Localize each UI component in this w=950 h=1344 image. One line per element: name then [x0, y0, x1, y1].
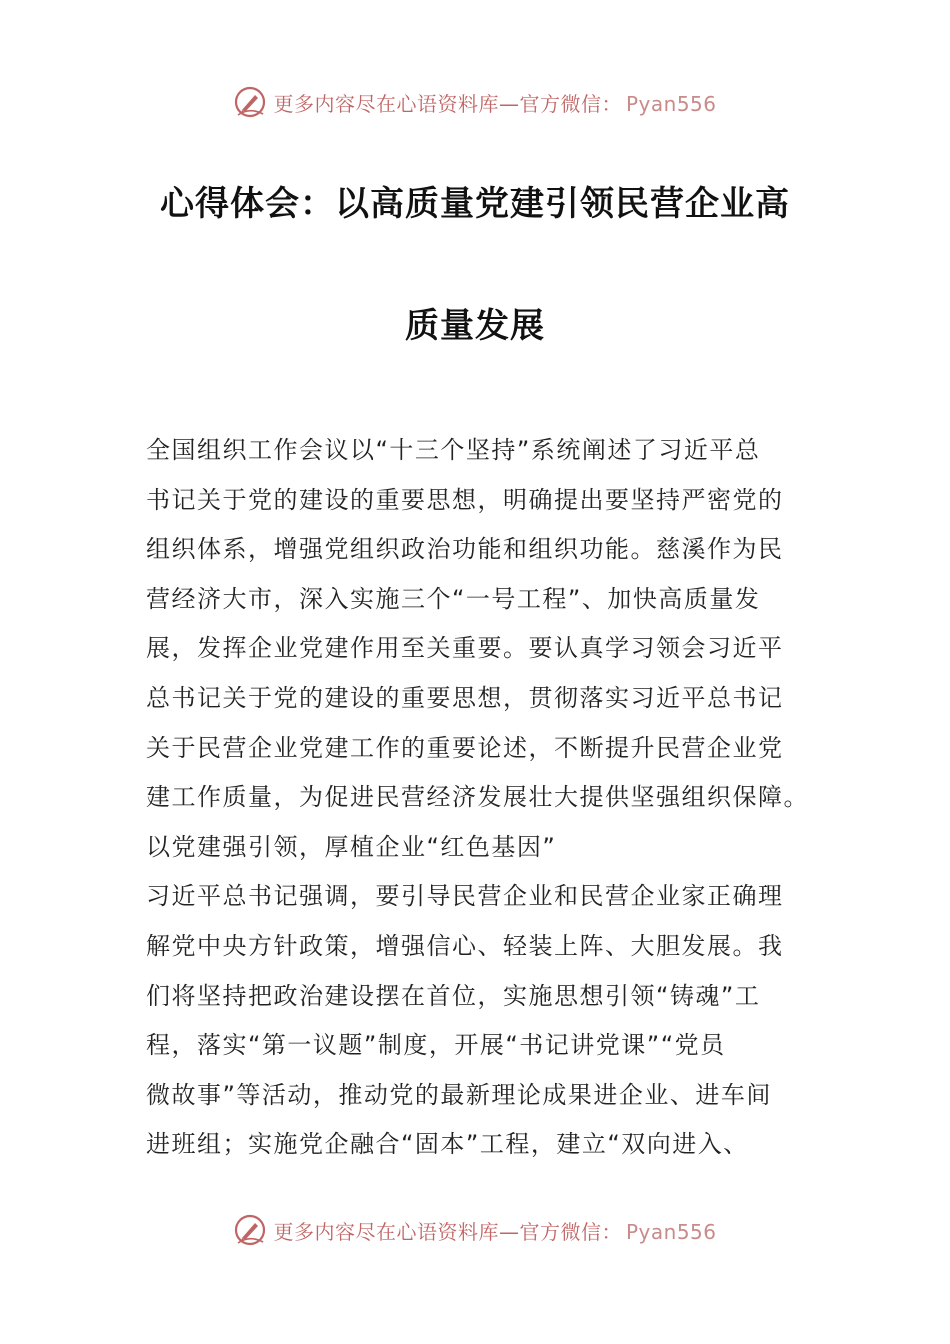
pen-circle-icon: [233, 1213, 267, 1247]
section-heading: 以党建强引领，厚植企业“红色基因”: [146, 832, 557, 861]
watermark-text-cn: 更多内容尽在心语资料库—官方微信：: [273, 91, 622, 116]
document-title-line-1: 心得体会：以高质量党建引领民营企业高: [160, 184, 790, 224]
body-line: 书记关于党的建设的重要思想，明确提出要坚持严密党的: [146, 485, 784, 514]
body-line: 解党中央方针政策，增强信心、轻装上阵、大胆发展。我: [146, 931, 784, 960]
body-line: 建工作质量，为促进民营经济发展壮大提供坚强组织保障。: [146, 783, 809, 812]
pen-circle-icon: [233, 85, 267, 119]
footer-watermark: [0, 1210, 950, 1250]
body-line: 总书记关于党的建设的重要思想，贯彻落实习近平总书记: [146, 683, 784, 712]
body-line: 习近平总书记强调，要引导民营企业和民营企业家正确理: [146, 882, 784, 911]
watermark-wechat-id: Pyan556: [625, 91, 717, 116]
body-line: 组织体系，增强党组织政治功能和组织功能。慈溪作为民: [146, 535, 784, 564]
body-line: 们将坚持把政治建设摆在首位，实施思想引领“铸魂”工: [146, 981, 761, 1010]
watermark-text: [273, 88, 716, 117]
watermark-text-cn: 更多内容尽在心语资料库—官方微信：: [273, 1219, 622, 1244]
body-text: [146, 426, 809, 1170]
body-line: 关于民营企业党建工作的重要论述，不断提升民营企业党: [146, 733, 784, 762]
body-line: 全国组织工作会议以“十三个坚持”系统阐述了习近平总: [146, 436, 761, 464]
body-line: 营经济大市，深入实施三个“一号工程”、加快高质量发: [146, 584, 761, 613]
body-line: 展，发挥企业党建作用至关重要。要认真学习领会习近平: [146, 634, 784, 663]
body-line: 进班组；实施党企融合“固本”工程，建立“双向进入、: [146, 1130, 749, 1159]
document-title-line-2: 质量发展: [405, 306, 545, 346]
watermark-wechat-id: Pyan556: [625, 1219, 717, 1244]
body-line: 微故事”等活动，推动党的最新理论成果进企业、进车间: [146, 1080, 772, 1109]
header-watermark: [0, 82, 950, 122]
watermark-text: [273, 1216, 716, 1245]
body-line: 程，落实“第一议题”制度，开展“书记讲党课”“党员: [146, 1031, 726, 1060]
